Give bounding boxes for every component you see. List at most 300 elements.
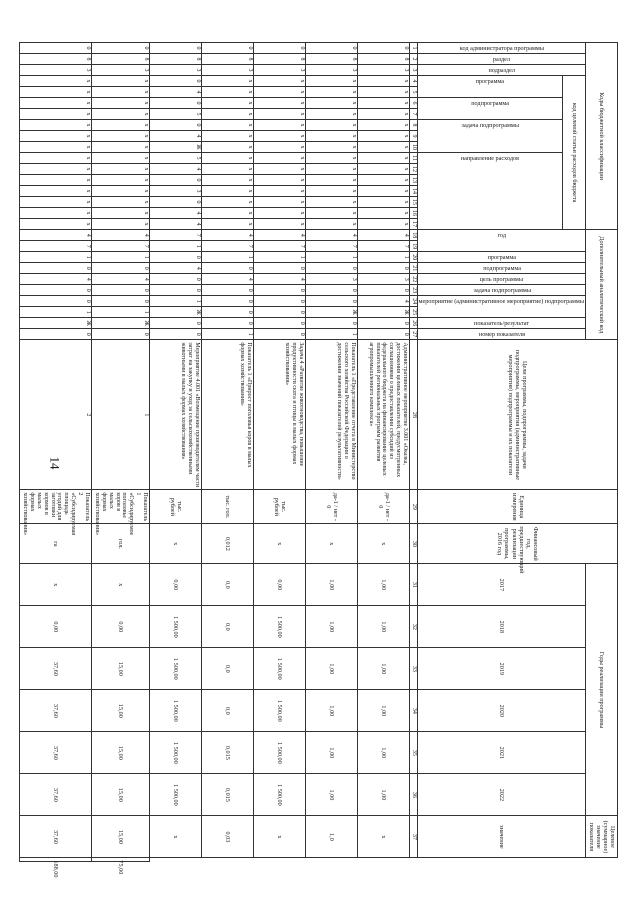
code-cell: 1	[254, 252, 306, 263]
code-cell: х	[92, 76, 150, 87]
program-table-wrap	[22, 42, 618, 878]
code-cell: 0	[254, 263, 306, 274]
code-cell: 3	[150, 65, 202, 76]
code-cell: Ж	[306, 307, 358, 318]
column-number: 1	[410, 43, 418, 54]
code-cell: 4	[150, 219, 202, 230]
code-cell: х	[254, 131, 306, 142]
code-cell: х	[306, 197, 358, 208]
code-cell: 1	[20, 252, 92, 263]
code-cell: 0	[150, 197, 202, 208]
column-number: 32	[410, 606, 418, 648]
row-year-value: 37,60	[20, 690, 92, 732]
code-cell: х	[306, 153, 358, 164]
landscape-container	[22, 42, 618, 878]
code-cell: х	[92, 109, 150, 120]
code-cell: 0	[254, 296, 306, 307]
code-cell: 0	[254, 43, 306, 54]
row-unit: га	[20, 524, 92, 564]
row-year-value: 1,00	[306, 648, 358, 690]
column-number: 8	[410, 120, 418, 131]
table-row	[254, 43, 306, 862]
code-cell: х	[202, 98, 254, 109]
header-program-name: Цели программы, подпрограммы, задачи подпрограммы, мероприятия (административные мероприятия) подпрограммы и их показатели	[418, 340, 618, 490]
header-task: задача подпрограммы	[418, 120, 563, 153]
code-cell: х	[20, 98, 92, 109]
header-program: программа	[418, 76, 563, 98]
table-row	[202, 43, 254, 862]
code-cell: х	[92, 98, 150, 109]
row-fin2016: х	[92, 564, 150, 606]
header-an-goal: цель программы	[418, 274, 586, 285]
column-number-row	[410, 43, 418, 862]
code-cell: 8	[20, 54, 92, 65]
code-cell: 0	[202, 43, 254, 54]
column-number: 26	[410, 318, 418, 329]
row-unit: да-1 / нет - 0	[358, 490, 410, 524]
code-cell: 0	[150, 175, 202, 186]
code-cell: х	[202, 76, 254, 87]
row-year-value: 0,00	[150, 564, 202, 606]
code-cell: Ж	[150, 142, 202, 153]
row-year-value: 0,0	[202, 690, 254, 732]
code-cell: 1	[202, 329, 254, 340]
page-number: 14	[47, 456, 63, 470]
code-cell: х	[254, 197, 306, 208]
row-year-value: 1 500,00	[254, 648, 306, 690]
column-number: 13	[410, 175, 418, 186]
code-cell: 0	[92, 329, 150, 340]
row-target: х	[358, 816, 410, 858]
code-cell: х	[358, 219, 410, 230]
row-unit: тыс. гол.	[202, 490, 254, 524]
code-cell: 0	[92, 296, 150, 307]
code-cell: 1	[306, 252, 358, 263]
code-cell: х	[254, 120, 306, 131]
column-number: 18	[410, 230, 418, 241]
header-an-indicator-type: показатель/результат	[418, 318, 586, 329]
table-row	[150, 43, 202, 862]
code-cell: 7	[92, 241, 150, 252]
code-cell: 0	[20, 43, 92, 54]
code-cell: 0	[92, 285, 150, 296]
header-subsection: подраздел	[418, 65, 586, 76]
code-cell: х	[306, 76, 358, 87]
row-year-value: 37,60	[20, 816, 92, 858]
code-cell: х	[20, 109, 92, 120]
header-year-1: 2018	[418, 606, 586, 648]
code-cell: 4	[202, 274, 254, 285]
code-cell: 4	[20, 230, 92, 241]
column-number: 2	[410, 54, 418, 65]
row-year-value: 0,0	[202, 648, 254, 690]
code-cell: х	[20, 131, 92, 142]
row-target: х	[150, 816, 202, 858]
code-cell: х	[358, 87, 410, 98]
row-year-value: 1,00	[306, 606, 358, 648]
column-number: 37	[410, 816, 418, 858]
header-subprogram: подпрограмма	[418, 98, 563, 120]
row-year-value: 15,00	[92, 648, 150, 690]
row-target: 0,03	[202, 816, 254, 858]
column-number: 11	[410, 153, 418, 164]
header-direction: направление расходов	[418, 153, 563, 230]
column-number: 27	[410, 329, 418, 340]
row-year-value: 1 500,00	[254, 732, 306, 774]
code-cell: 1	[92, 307, 150, 318]
row-year-value: 0,015	[202, 732, 254, 774]
code-cell: х	[20, 175, 92, 186]
header-year-3: 2020	[418, 690, 586, 732]
row-year-value: 0,00	[20, 606, 92, 648]
row-year-value: 1 500,00	[150, 732, 202, 774]
column-number: 4	[410, 76, 418, 87]
row-unit: гол.	[92, 524, 150, 564]
header-an-indicator: номер показателя	[418, 329, 586, 340]
table-row	[20, 43, 92, 862]
code-cell: х	[358, 120, 410, 131]
code-cell: х	[20, 208, 92, 219]
code-cell: 3	[20, 65, 92, 76]
row-year-value: 0,00	[92, 606, 150, 648]
code-cell: х	[358, 164, 410, 175]
code-cell: 0	[202, 296, 254, 307]
row-year-value: 15,00	[92, 774, 150, 816]
column-number: 30	[410, 524, 418, 564]
code-cell: х	[202, 197, 254, 208]
header-an-year: год	[418, 230, 586, 252]
code-cell: х	[306, 131, 358, 142]
code-cell: х	[358, 98, 410, 109]
code-cell: 3	[358, 274, 410, 285]
code-cell: х	[358, 131, 410, 142]
code-cell: 4	[20, 274, 92, 285]
row-year-value: 0,00	[254, 564, 306, 606]
code-cell: 5	[150, 109, 202, 120]
code-cell: х	[202, 208, 254, 219]
row-name: Показатель 1 «Субсидируемое поголовье коров в малых формах хозяйствования»	[92, 490, 150, 524]
code-cell: х	[20, 186, 92, 197]
code-cell: 0	[20, 296, 92, 307]
code-cell: 7	[20, 241, 92, 252]
code-cell: 0	[150, 76, 202, 87]
row-name: Показатель 2 «Субсидируемая площадь угодий для заготовки кормов в малых формах хозяйствования»	[20, 490, 92, 524]
column-number: 31	[410, 564, 418, 606]
code-cell: 0	[306, 43, 358, 54]
column-number: 22	[410, 274, 418, 285]
code-cell: 0	[358, 318, 410, 329]
column-number: 36	[410, 774, 418, 816]
code-cell: 8	[358, 54, 410, 65]
code-cell: 3	[254, 65, 306, 76]
header-an-task: задача подпрограммы	[418, 285, 586, 296]
code-cell: 1	[202, 252, 254, 263]
code-cell: х	[92, 219, 150, 230]
row-year-value: 1 500,00	[150, 690, 202, 732]
row-year-value: 37,60	[20, 774, 92, 816]
code-cell: 1	[150, 241, 202, 252]
code-cell: 8	[92, 54, 150, 65]
column-number: 25	[410, 307, 418, 318]
row-target: 75,00	[92, 858, 150, 862]
row-year-value: 1,00	[358, 564, 410, 606]
header-year-4: 2021	[418, 732, 586, 774]
column-number: 28	[410, 340, 418, 490]
column-number: 3	[410, 65, 418, 76]
code-cell: х	[20, 219, 92, 230]
row-year-value: 1 500,00	[150, 774, 202, 816]
row-year-value: 1 500,00	[254, 690, 306, 732]
code-cell: 0	[150, 43, 202, 54]
row-fin2016: х	[150, 524, 202, 564]
code-cell: 8	[306, 54, 358, 65]
code-cell: х	[202, 109, 254, 120]
code-cell: 0	[92, 43, 150, 54]
code-cell: 0	[306, 296, 358, 307]
code-cell: х	[306, 186, 358, 197]
code-cell: х	[20, 164, 92, 175]
header-year-0: 2017	[418, 564, 586, 606]
row-year-value: 1,00	[306, 774, 358, 816]
code-cell: 3	[358, 65, 410, 76]
row-year-value: 0,0	[202, 606, 254, 648]
row-fin2016: х	[358, 524, 410, 564]
row-year-value: 1,00	[306, 690, 358, 732]
code-cell: 3	[202, 65, 254, 76]
code-cell: х	[20, 197, 92, 208]
code-cell: 0	[358, 43, 410, 54]
column-number: 23	[410, 285, 418, 296]
code-cell: 4	[358, 296, 410, 307]
code-cell: 0	[202, 318, 254, 329]
code-cell: х	[202, 142, 254, 153]
table-row	[358, 43, 410, 862]
code-cell: 0	[306, 263, 358, 274]
program-table	[19, 42, 618, 878]
row-fin2016: 0,012	[202, 524, 254, 564]
code-cell: 7	[202, 241, 254, 252]
code-cell: 8	[202, 54, 254, 65]
code-cell: х	[306, 109, 358, 120]
code-cell: х	[20, 87, 92, 98]
row-fin2016: х	[20, 564, 92, 606]
code-cell: 1	[150, 296, 202, 307]
code-cell: х	[358, 142, 410, 153]
code-cell: х	[254, 153, 306, 164]
column-number: 24	[410, 296, 418, 307]
code-cell: 7	[254, 241, 306, 252]
code-cell: 0	[202, 285, 254, 296]
code-cell: 0	[254, 285, 306, 296]
code-cell: х	[92, 197, 150, 208]
row-year-value: 1 500,00	[254, 606, 306, 648]
column-number: 10	[410, 142, 418, 153]
code-cell: х	[306, 87, 358, 98]
code-cell: х	[254, 76, 306, 87]
row-name: Задача 4 «Развитие животноводства, повышение продуктивности скота и птицы в малых формах хозяйствования»	[254, 340, 306, 490]
code-cell: х	[202, 186, 254, 197]
row-year-value: 37,60	[20, 732, 92, 774]
code-cell: Ж	[358, 307, 410, 318]
header-an-subprogram: подпрограмма	[418, 263, 586, 274]
row-year-value: 15,00	[92, 690, 150, 732]
code-cell: 0	[254, 318, 306, 329]
header-target-value: Целевое (суммарное) значение показателя	[586, 816, 618, 858]
row-fin2016: х	[254, 524, 306, 564]
row-target: 188,00	[20, 858, 92, 862]
code-cell: Ж	[92, 318, 150, 329]
code-cell: х	[202, 219, 254, 230]
code-cell: х	[202, 120, 254, 131]
code-cell: 0	[20, 285, 92, 296]
code-cell: 0	[20, 329, 92, 340]
header-year-5: 2022	[418, 774, 586, 816]
code-cell: 0	[358, 285, 410, 296]
code-cell: х	[306, 98, 358, 109]
code-cell: Ж	[150, 307, 202, 318]
row-target: 1,0	[306, 816, 358, 858]
code-cell: х	[20, 153, 92, 164]
column-number: 29	[410, 490, 418, 524]
code-cell: 0	[306, 285, 358, 296]
header-unit: Единица измерения	[418, 490, 618, 524]
code-cell: 0	[150, 329, 202, 340]
row-year-value: 1,00	[358, 774, 410, 816]
code-cell: х	[202, 87, 254, 98]
header-admin: код администратора программы	[418, 43, 586, 54]
row-unit: тыс. рублей	[150, 490, 202, 524]
code-cell: 0	[306, 318, 358, 329]
row-year-value: 1,00	[358, 648, 410, 690]
row-year-value: 15,00	[92, 732, 150, 774]
header-target-article: код целевой статьи расходов бюджета	[562, 76, 586, 230]
row-year-value: 1,00	[358, 690, 410, 732]
code-cell: 8	[150, 54, 202, 65]
code-cell: х	[202, 175, 254, 186]
header-finance-2016: Финансовый год, предшествующий реализации программы, 2016 год	[418, 524, 618, 564]
code-cell: х	[254, 175, 306, 186]
code-cell: 5	[150, 153, 202, 164]
row-name: Показатель 1 «Представление отчета в Министерство сельского хозяйства Российской Федерации о достижении значений показателей результативности»	[306, 340, 358, 490]
column-number: 33	[410, 648, 418, 690]
code-cell: 4	[254, 230, 306, 241]
code-cell: х	[254, 87, 306, 98]
code-cell: х	[92, 164, 150, 175]
row-year-value: 1 500,00	[150, 648, 202, 690]
code-cell: х	[306, 175, 358, 186]
code-cell: 7	[306, 241, 358, 252]
code-cell: 4	[202, 230, 254, 241]
code-cell: 4	[150, 131, 202, 142]
row-year-value: 1,00	[306, 564, 358, 606]
column-number: 7	[410, 109, 418, 120]
code-cell: х	[254, 98, 306, 109]
column-number: 17	[410, 219, 418, 230]
code-cell: х	[20, 76, 92, 87]
code-cell: 4	[306, 230, 358, 241]
code-cell: 1	[92, 340, 150, 490]
column-number: 21	[410, 263, 418, 274]
code-cell: 2	[20, 340, 92, 490]
code-cell: 3	[306, 274, 358, 285]
code-cell: 0	[150, 98, 202, 109]
code-cell: х	[358, 186, 410, 197]
code-cell: 3	[306, 65, 358, 76]
code-cell: х	[358, 76, 410, 87]
header-years-block: Годы реализации программы	[586, 564, 618, 816]
code-cell: х	[92, 120, 150, 131]
code-cell: х	[358, 175, 410, 186]
code-cell: 4	[150, 87, 202, 98]
code-cell: 7	[150, 230, 202, 241]
column-number: 35	[410, 732, 418, 774]
code-cell: х	[358, 109, 410, 120]
code-cell: х	[358, 153, 410, 164]
column-number: 15	[410, 197, 418, 208]
code-cell: 0	[150, 120, 202, 131]
row-year-value: 1,00	[358, 606, 410, 648]
code-cell: х	[254, 109, 306, 120]
row-fin2016: х	[306, 524, 358, 564]
column-number: 5	[410, 87, 418, 98]
row-target: х	[254, 816, 306, 858]
code-cell: х	[20, 142, 92, 153]
header-section: раздел	[418, 54, 586, 65]
header-col-value: значение	[418, 816, 586, 858]
code-cell: 3	[150, 186, 202, 197]
code-cell: х	[92, 142, 150, 153]
code-cell: х	[202, 164, 254, 175]
code-cell: 1	[92, 252, 150, 263]
code-cell: х	[92, 87, 150, 98]
code-cell: х	[202, 131, 254, 142]
column-number: 16	[410, 208, 418, 219]
row-unit: да-1 / нет - 0	[306, 490, 358, 524]
row-year-value: 1 500,00	[150, 606, 202, 648]
code-cell: 0	[150, 318, 202, 329]
column-number: 6	[410, 98, 418, 109]
column-number: 34	[410, 690, 418, 732]
code-cell: 0	[254, 307, 306, 318]
row-year-value: 1,00	[358, 732, 410, 774]
code-cell: х	[92, 153, 150, 164]
code-cell: 4	[150, 208, 202, 219]
header-an-activity: мероприятие (административное мероприятие) подпрограммы	[418, 296, 586, 318]
header-an-program: программа	[418, 252, 586, 263]
code-cell: 4	[254, 274, 306, 285]
row-year-value: 0,0	[202, 564, 254, 606]
code-cell: х	[254, 142, 306, 153]
code-cell: 0	[20, 263, 92, 274]
code-cell: 4	[150, 263, 202, 274]
code-cell: 4	[92, 230, 150, 241]
code-cell: Ж	[20, 318, 92, 329]
code-cell: 8	[254, 54, 306, 65]
code-cell: х	[254, 208, 306, 219]
header-analytic-code: Дополнительный аналитический код	[586, 230, 618, 340]
row-year-value: 1 500,00	[254, 774, 306, 816]
code-cell: х	[306, 208, 358, 219]
row-name: Мероприятие 4.001 «Возмещение производителям части затрат на закупку и уход за сельскохозяйственными животными в малых формах хозяйствования»	[150, 340, 202, 490]
code-cell: х	[20, 120, 92, 131]
code-cell: х	[306, 142, 358, 153]
code-cell: 0	[202, 263, 254, 274]
column-number: 12	[410, 164, 418, 175]
code-cell: 1	[20, 307, 92, 318]
code-cell: 7	[358, 241, 410, 252]
code-cell: х	[306, 219, 358, 230]
code-cell: х	[92, 208, 150, 219]
